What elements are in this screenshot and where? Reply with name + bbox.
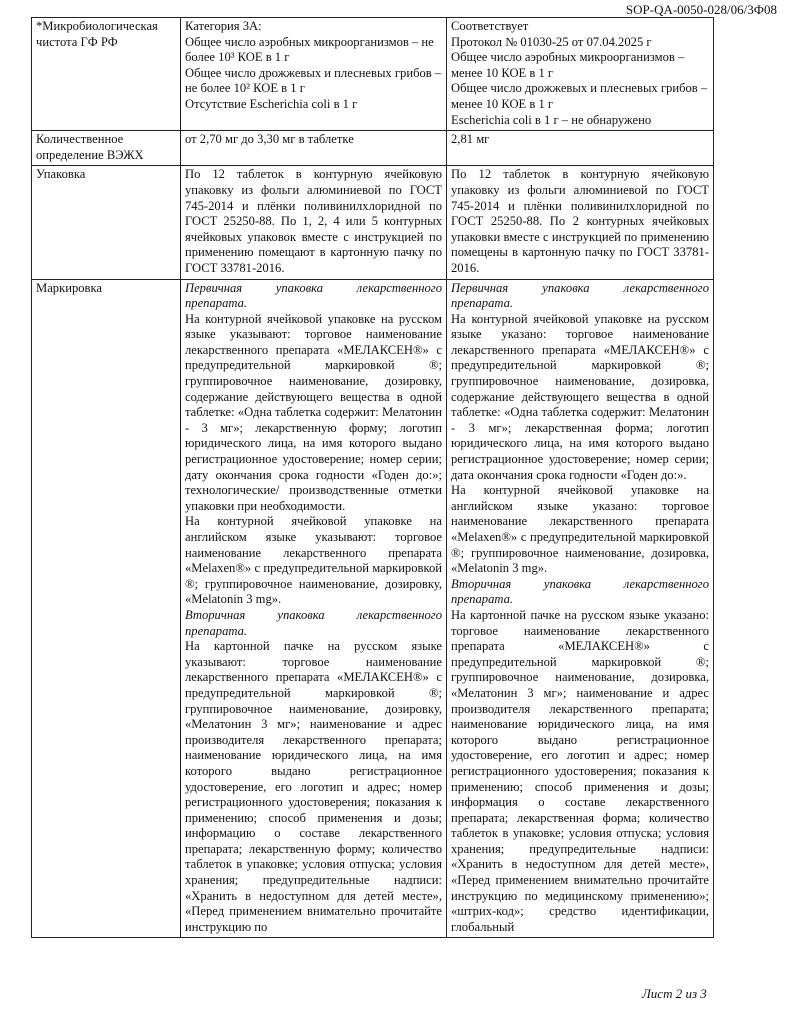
cell-paragraph: Первичная упаковка лекарственного препарата. — [451, 280, 709, 311]
cell-paragraph: На контурной ячейковой упаковке на английском языке указывают: торговое наименование лекарственного препарата «Melaxen®» с предупредительной маркировкой ®; группировочное наименование, дозировку, «Melatonin 3 mg». — [185, 514, 442, 607]
norm-cell — [181, 166, 447, 279]
document-code: SOP-QA-0050-028/06/3Ф08 — [625, 2, 777, 17]
table-row — [32, 166, 714, 279]
parameter-cell: Маркировка — [32, 279, 181, 938]
cell-paragraph: Вторичная упаковка лекарственного препарата. — [451, 576, 709, 607]
table-row — [32, 279, 714, 938]
page-number: Лист 2 из 3 — [642, 986, 707, 1001]
table-row — [32, 131, 714, 166]
cell-paragraph: На контурной ячейковой упаковке на русском языке указано: торговое наименование лекарственного препарата «МЕЛАКСЕН®» с предупредительной маркировкой ®; группировочное наименование, дозировка, содержание действующего вещества в одной таблетке: «Одна таблетка содержит: Мелатонин - 3 мг»; лекарственная форма; логотип юридического лица, на имя которого выдано регистрационное удостоверение; номер серии; дата окончания срока годности «Годен до:». — [451, 311, 709, 482]
result-cell — [447, 131, 714, 166]
norm-cell — [181, 18, 447, 131]
cell-paragraph: Протокол № 01030-25 от 07.04.2025 г — [451, 34, 652, 49]
cell-paragraph: Вторичная упаковка лекарственного препарата. — [185, 607, 442, 638]
cell-paragraph: На картонной пачке на русском языке указано: торговое наименование лекарственного препарата «МЕЛАКСЕН®» с предупредительной маркировкой ®; группировочное наименование, дозировка, «Мелатонин 3 мг»; наименование и адрес производителя лекарственного препарата; наименование юридического лица, на имя которого выдано регистрационное удостоверение, его логотип и адрес; номер регистрационного удостоверения; показания к применению; способ применения и дозы; информация о составе лекарственного препарата; лекарственная форма; количество таблеток в упаковке; условия отпуска; условия хранения; предупредительные надписи: «Хранить в недоступном для детей месте», «Перед применением внимательно прочитайте инструкцию по медицинскому применению»; «штрих-код»; средство идентификации, глобальный — [451, 607, 709, 934]
parameter-cell: Упаковка — [32, 166, 181, 279]
cell-paragraph: На контурной ячейковой упаковке на русском языке указывают: торговое наименование лекарственного препарата «МЕЛАКСЕН®» с предупредительной маркировкой ®; группировочное наименование, дозировку, содержание действующего вещества в одной таблетке: «Одна таблетка содержит: Мелатонин - 3 мг»; лекарственную форму; логотип юридического лица, на имя которого выдано регистрационное удостоверение; номер серии; дату окончания срока годности «Годен до:»; технологические/ производственные отметки упаковки при необходимости. — [185, 311, 442, 513]
cell-paragraph: Общее число аэробных микроорганизмов – не более 10³ КОЕ в 1 г — [185, 34, 434, 65]
cell-paragraph: На контурной ячейковой упаковке на английском языке указано: торговое наименование лекарственного препарата «Melaxen®» с предупредительной маркировкой ®; группировочное наименование, дозировка, «Melatonin 3 mg». — [451, 483, 709, 576]
cell-paragraph: По 12 таблеток в контурную ячейковую упаковку из фольги алюминиевой по ГОСТ 745-2014 и плёнки поливинилхлоридной по ГОСТ 25250-88. По 2 контурных ячейковых упаковки вместе с инструкцией по применению помещены в картонную пачку по ГОСТ 33781-2016. — [451, 167, 709, 275]
result-cell — [447, 166, 714, 279]
cell-paragraph: По 12 таблеток в контурную ячейковую упаковку из фольги алюминиевой по ГОСТ 745-2014 и плёнки поливинилхлоридной по ГОСТ 25250-88. По 1, 2, 4 или 5 контурных ячейковых упаковок вместе с инструкцией по применению помещают в картонную пачку по ГОСТ 33781-2016. — [185, 167, 442, 275]
parameter-cell: *Микробиологическая чистота ГФ РФ — [32, 18, 181, 131]
cell-paragraph: Общее число дрожжевых и плесневых грибов – менее 10 КОЕ в 1 г — [451, 81, 708, 111]
parameter-cell: Количественное определение ВЭЖХ — [32, 131, 181, 166]
cell-paragraph: Соответствует — [451, 19, 529, 33]
norm-cell — [181, 131, 447, 166]
cell-paragraph: Первичная упаковка лекарственного препарата. — [185, 280, 442, 311]
cell-paragraph: Общее число дрожжевых и плесневых грибов – не более 10² КОЕ в 1 г — [185, 65, 442, 96]
cell-paragraph: от 2,70 мг до 3,30 мг в таблетке — [185, 132, 354, 147]
result-cell — [447, 18, 714, 131]
specification-table — [31, 17, 714, 938]
cell-paragraph: На картонной пачке на русском языке указывают: торговое наименование лекарственного препарата «МЕЛАКСЕН®» с предупредительной маркировкой ®; группировочное наименование, дозировку, «Мелатонин 3 мг»; наименование и адрес производителя лекарственного препарата; наименование юридического лица, на имя которого выдано регистрационное удостоверение, его логотип и адрес; номер регистрационного удостоверения; показания к применению; способ применения и дозы; информацию о составе лекарственного препарата; лекарственную форму; количество таблеток в упаковке; условия отпуска; условия хранения; предупредительные надписи: «Хранить в недоступном для детей месте», «Перед применением внимательно прочитайте инструкцию по — [185, 639, 442, 934]
norm-cell — [181, 279, 447, 938]
cell-paragraph: Отсутствие Escherichia coli в 1 г — [185, 96, 358, 111]
cell-paragraph: Категория 3А: — [185, 19, 262, 33]
cell-paragraph: Escherichia coli в 1 г – не обнаружено — [451, 112, 652, 127]
result-cell — [447, 279, 714, 938]
cell-paragraph: 2,81 мг — [451, 132, 490, 147]
table-row — [32, 18, 714, 131]
cell-paragraph: Общее число аэробных микроорганизмов – менее 10 КОЕ в 1 г — [451, 50, 685, 80]
